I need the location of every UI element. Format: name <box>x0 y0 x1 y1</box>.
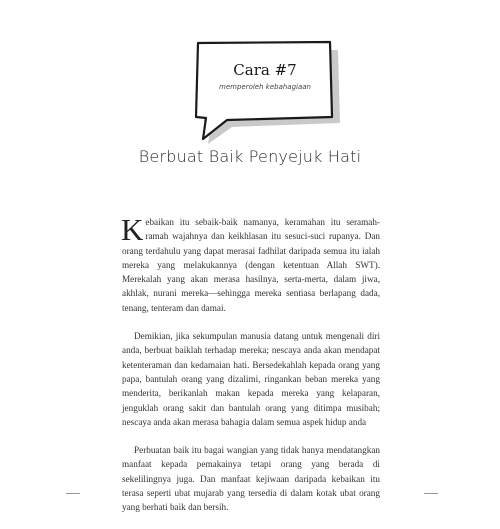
chapter-label: Cara #7 <box>233 61 297 79</box>
paragraph-1-text: ebaikan itu sebaik-baik namanya, keramahan itu seramah-ramah wajahnya dan keikhlasan itu sesuci-suci rupanya. Dan orang terdahulu yang dapat merasai fadhilat daripada semua itu ialah mereka yang melakukannya (dengan ketentuan Allah SWT). Merekalah yang akan merasa hasilnya, serta-merta, dalam jiwa, akhlak, nurani mereka—sehingga mereka sentiasa berlapang dada, tenang, tenteram dan damai. <box>122 217 380 313</box>
chapter-subtitle: memperoleh kebahagiaan <box>219 83 311 91</box>
drop-cap: K <box>121 212 144 247</box>
speech-bubble-icon <box>0 0 500 160</box>
body-text <box>121 212 380 529</box>
paragraph-3: Perbuatan baik itu bagai wangian yang tidak hanya mendatangkan manfaat kepada pemakainya tetapi orang yang berada di sekelilingnya juga. Dan manfaat kejiwaan daripada kebaikan itu terasa seperti ubat mujarab yang tersedia di dalam kotak ubat orang yang berhati baik dan bersih. <box>122 445 380 513</box>
footer-rule-left <box>66 493 80 494</box>
paragraph-1 <box>121 212 380 315</box>
paragraph-2: Demikian, jika sekumpulan manusia datang untuk mengenali diri anda, berbuat baiklah terhadap mereka; nescaya anda akan mendapat ketenteraman dan kedamaian hati. Bersedekahlah kepada orang yang papa, bantulah orang yang dizalimi, ringankan beban mereka yang menderita, berikanlah makan kepada mereka yang kelaparan, jenguklah orang sakit dan bantulah orang yang ditimpa musibah; nescaya anda akan merasa bahagia dalam semua aspek hidup anda <box>122 331 380 427</box>
footer-rule-right <box>424 493 438 494</box>
page-title: Berbuat Baik Penyejuk Hati <box>138 147 362 166</box>
